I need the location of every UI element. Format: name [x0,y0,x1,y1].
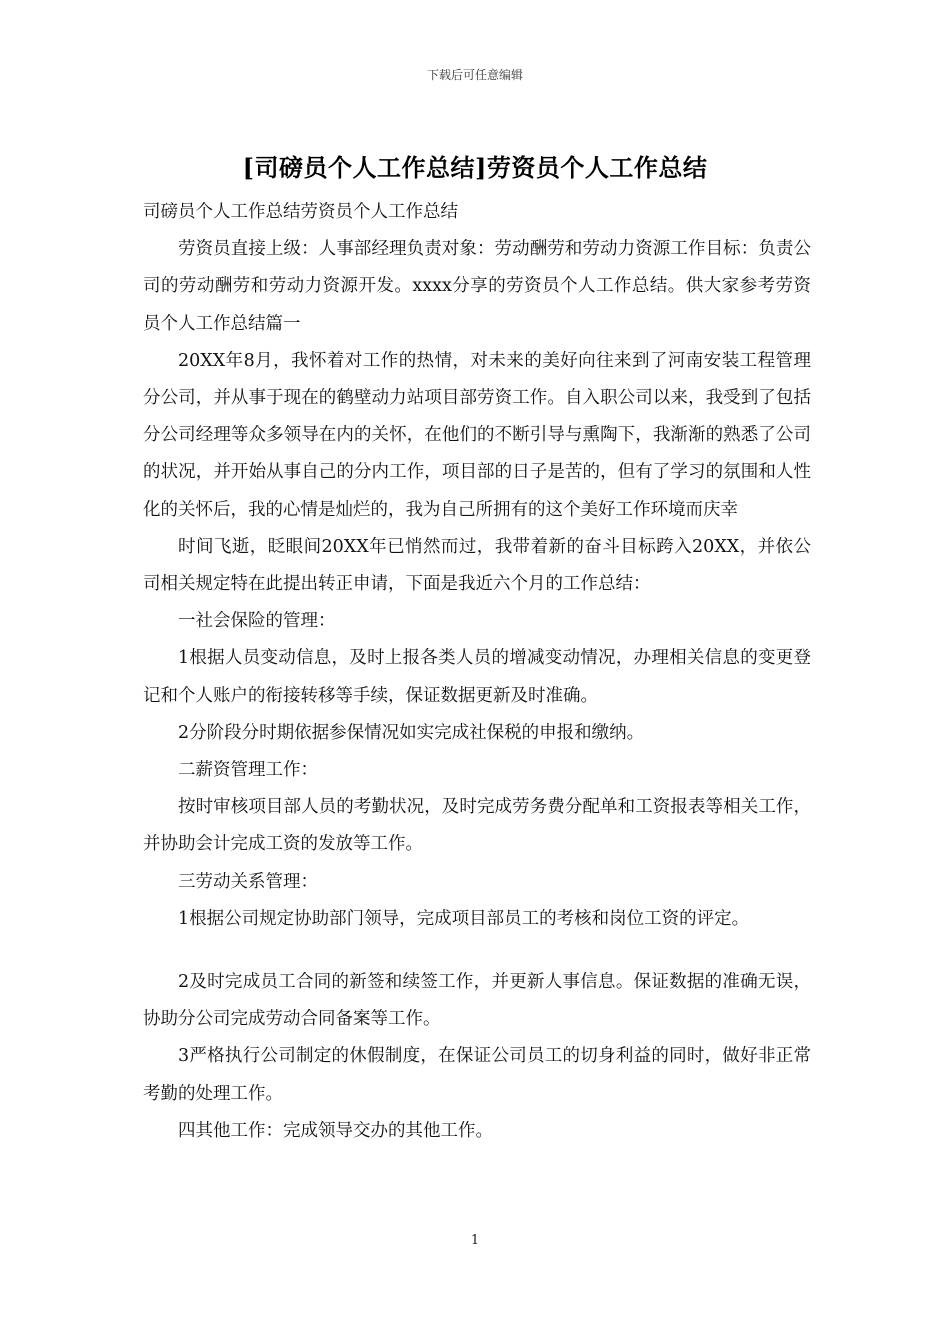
body-paragraph: 20XX年8月，我怀着对工作的热情，对未来的美好向往来到了河南安装工程管理分公司，并从事于现在的鹤壁动力站项目部劳资工作。自入职公司以来，我受到了包括分公司经理等众多领导在内的关怀，在他们的不断引导与熏陶下，我渐渐的熟悉了公司的状况，并开始从事自己的分内工作，项目部的日子是苦的，但有了学习的氛围和人性化的关怀后，我的心情是灿烂的，我为自己所拥有的这个美好工作环境而庆幸 [143,350,811,520]
page-number: 1 [470,1233,480,1248]
list-item: 3严格执行公司制定的休假制度，在保证公司员工的切身利益的同时，做好非正常考勤的处理工作。 [143,1046,811,1104]
list-item: 1根据公司规定协助部门领导，完成项目部员工的考核和岗位工资的评定。 [178,908,750,929]
list-item: 2分阶段分时期依据参保情况如实完成社保税的申报和缴纳。 [178,722,645,743]
section-heading: 三劳动关系管理： [178,871,318,892]
document-title: [司磅员个人工作总结]劳资员个人工作总结 [242,153,708,182]
body-paragraph: 时间飞逝，眨眼间20XX年已悄然而过，我带着新的奋斗目标跨入20XX，并依公司相关规定特在此提出转正申请，下面是我近六个月的工作总结： [143,536,811,595]
intro-paragraph: 劳资员直接上级：人事部经理负责对象：劳动酬劳和劳动力资源工作目标：负责公司的劳动酬劳和劳动力资源开发。xxxx分享的劳资员个人工作总结。供大家参考劳资员个人工作总结篇一 [143,239,811,334]
list-item: 2及时完成员工合同的新签和续签工作，并更新人事信息。保证数据的准确无误，协助分公司完成劳动合同备案等工作。 [143,972,811,1030]
section-heading: 一社会保险的管理： [178,611,336,632]
body-paragraph: 按时审核项目部人员的考勤状况，及时完成劳务费分配单和工资报表等相关工作，并协助会计完成工资的发放等工作。 [143,797,811,855]
document-body [143,194,811,1150]
section-heading: 四其他工作：完成领导交办的其他工作。 [178,1120,493,1141]
header-note: 下载后可任意编辑 [426,68,523,82]
list-item: 1根据人员变动信息，及时上报各类人员的增减变动情况，办理相关信息的变更登记和个人账户的衔接转移等手续，保证数据更新及时准确。 [143,648,811,706]
subtitle-paragraph: 司磅员个人工作总结劳资员个人工作总结 [143,202,458,222]
section-heading: 二薪资管理工作： [178,760,318,781]
